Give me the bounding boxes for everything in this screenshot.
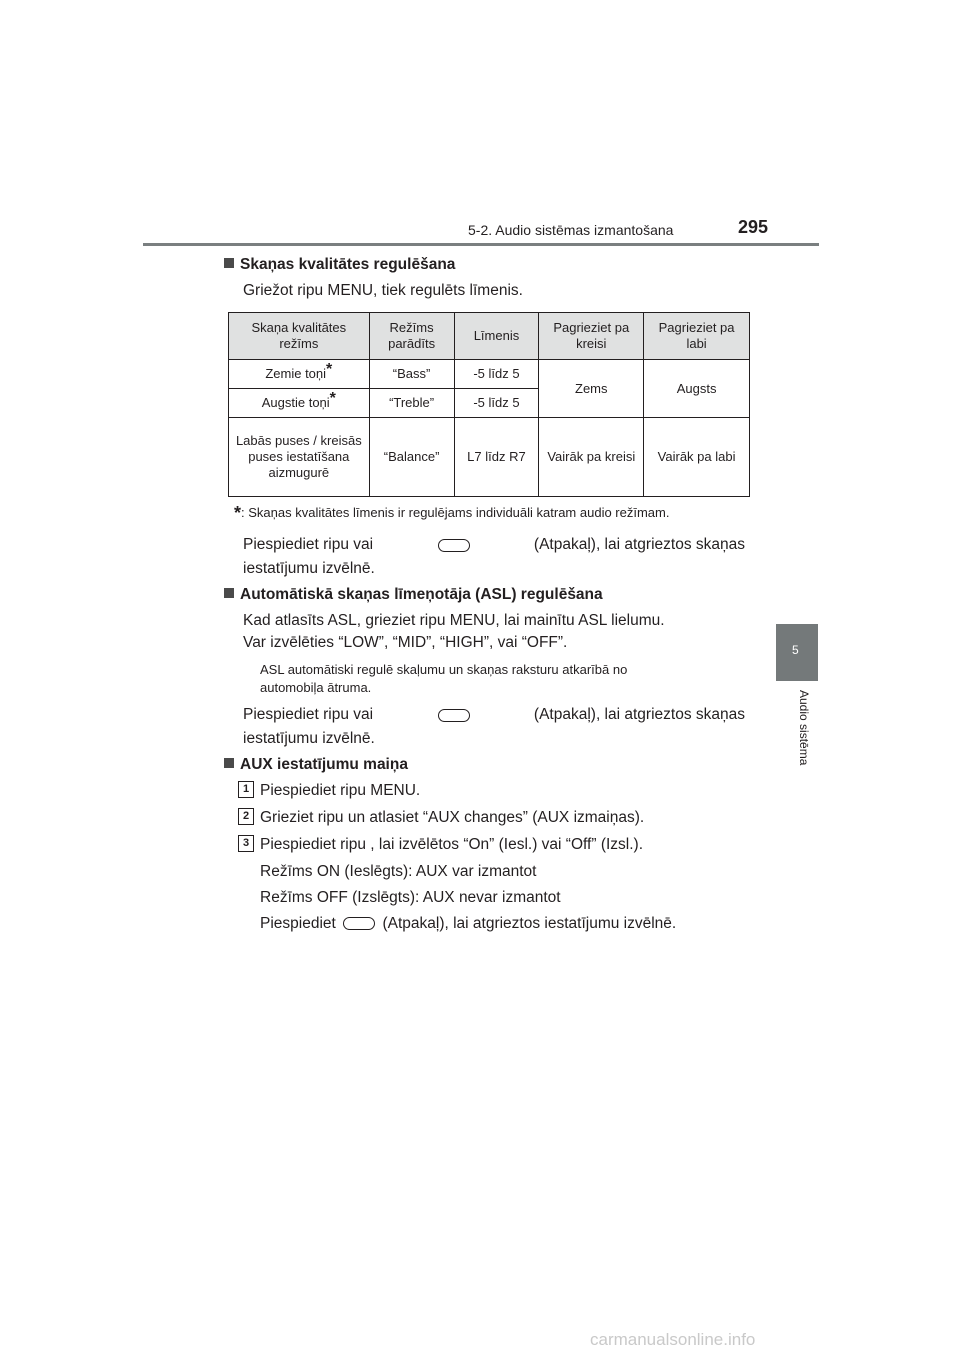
table-cell: -5 līdz 5 [454, 360, 539, 389]
table-cell: Vairāk pa labi [644, 418, 750, 497]
asterisk-marker: * [326, 361, 333, 378]
table-header-cell: Pagrieziet pa kreisi [539, 313, 644, 360]
table-cell: Augstie toņi* [229, 389, 370, 418]
asl-note-line2: automobiļa ātruma. [260, 680, 372, 695]
chapter-label: Audio sistēma [797, 690, 811, 766]
header-rule [143, 243, 819, 246]
sound-quality-table [228, 312, 750, 497]
back-instruction-line2: iestatījumu izvēlnē. [243, 560, 375, 577]
aux-on-text: Režīms ON (Ieslēgts): AUX var izmantot [260, 863, 537, 880]
chapter-number: 5 [792, 643, 799, 657]
table-cell: Zemie toņi* [229, 360, 370, 389]
back-instruction: Piespiediet ripu vai (Atpakaļ), lai atgrieztos skaņas [243, 536, 745, 553]
asl-text-line1: Kad atlasīts ASL, grieziet ripu MENU, lai mainītu ASL lielumu. [243, 612, 665, 629]
square-bullet-icon [224, 758, 234, 768]
table-row [229, 360, 750, 389]
table-cell: Vairāk pa kreisi [539, 418, 644, 497]
asterisk-marker: * [329, 390, 336, 407]
watermark: carmanualsonline.info [590, 1330, 756, 1349]
step-number-badge: 1 [238, 781, 254, 798]
asl-text-line2: Var izvēlēties “LOW”, “MID”, “HIGH”, vai “OFF”. [243, 634, 568, 651]
square-bullet-icon [224, 588, 234, 598]
table-cell: “Balance” [369, 418, 454, 497]
section-intro: Griežot ripu MENU, tiek regulēts līmenis. [243, 282, 523, 299]
table-cell: “Bass” [369, 360, 454, 389]
table-cell-merged: Zems [539, 360, 644, 418]
back-button-icon [438, 539, 470, 552]
section-heading-sound-quality: Skaņas kvalitātes regulēšana [224, 256, 455, 274]
table-row [229, 418, 750, 497]
step-number-badge: 2 [238, 808, 254, 825]
asl-note-line1: ASL automātiski regulē skaļumu un skaņas raksturu atkarībā no [260, 662, 628, 677]
back-button-icon [343, 917, 375, 930]
step-text: Piespiediet ripu , lai izvēlētos “On” (Iesl.) vai “Off” (Izsl.). [260, 836, 644, 853]
page-number: 295 [738, 217, 769, 237]
table-cell: “Treble” [369, 389, 454, 418]
table-header-cell: Līmenis [454, 313, 539, 360]
table-cell: L7 līdz R7 [454, 418, 539, 497]
table-header-row [229, 313, 750, 360]
section-heading-asl: Automātiskā skaņas līmeņotāja (ASL) regulēšana [224, 586, 603, 604]
step-number-badge: 3 [238, 835, 254, 852]
table-footnote: *: Skaņas kvalitātes līmenis ir regulējams individuāli katram audio režīmam. [234, 503, 670, 523]
header-title: 5-2. Audio sistēmas izmantošana [468, 222, 674, 238]
aux-off-text: Režīms OFF (Izslēgts): AUX nevar izmantot [260, 889, 561, 906]
step-text: Grieziet ripu un atlasiet “AUX changes” (AUX izmaiņas). [260, 809, 645, 826]
table-header-cell: Skaņa kvalitātes režīms [229, 313, 370, 360]
back-instruction: Piespiediet ripu vai (Atpakaļ), lai atgrieztos skaņas [243, 706, 745, 723]
table-header-cell: Pagrieziet pa labi [644, 313, 750, 360]
back-instruction-line2: iestatījumu izvēlnē. [243, 730, 375, 747]
table-cell: -5 līdz 5 [454, 389, 539, 418]
back-button-icon [438, 709, 470, 722]
table-cell-merged: Augsts [644, 360, 750, 418]
square-bullet-icon [224, 258, 234, 268]
aux-final-instruction: Piespiediet (Atpakaļ), lai atgrieztos iestatījumu izvēlnē. [260, 915, 677, 932]
table-cell: Labās puses / kreisās puses iestatīšana aizmugurē [229, 418, 370, 497]
step-text: Piespiediet ripu MENU. [260, 782, 421, 799]
section-heading-aux: AUX iestatījumu maiņa [224, 756, 408, 774]
table-header-cell: Režīms parādīts [369, 313, 454, 360]
